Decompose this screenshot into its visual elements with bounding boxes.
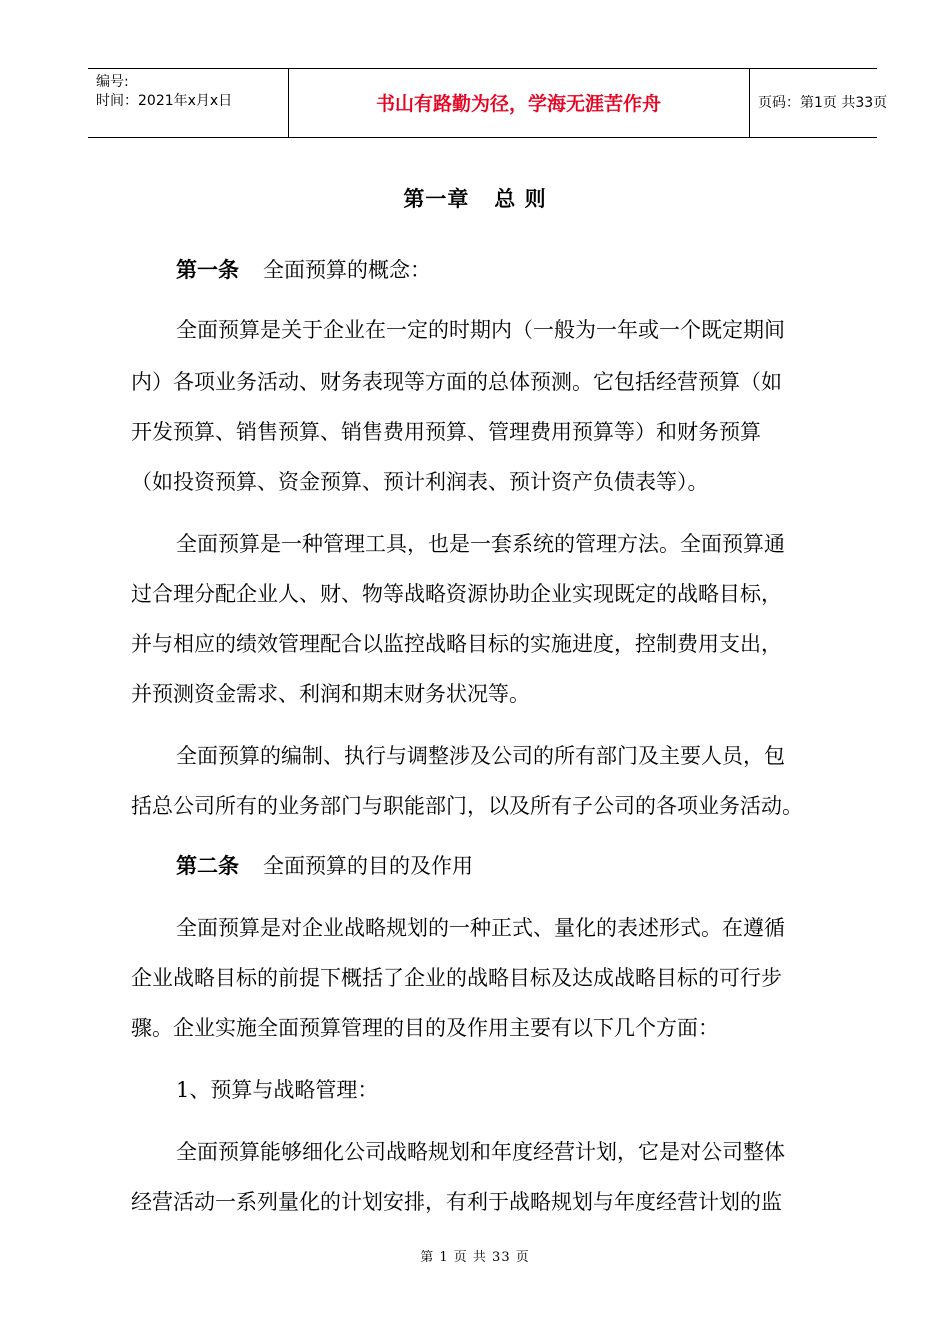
paragraph-line: 过合理分配企业人、财、物等战略资源协助企业实现既定的战略目标， <box>131 582 782 606</box>
article-title: 全面预算的概念： <box>263 258 431 282</box>
document-header <box>88 68 888 138</box>
page-footer: 第 1 页 共 33 页 <box>420 1250 530 1265</box>
header-motto-cell <box>288 69 750 137</box>
article-number: 第二条 <box>176 854 239 878</box>
motto: 书山有路勤为径，学海无涯苦作舟 <box>375 93 661 115</box>
paragraph-line: 骤。企业实施全面预算管理的目的及作用主要有以下几个方面： <box>131 1016 719 1040</box>
serial-label: 编号: <box>96 74 129 90</box>
article-heading <box>176 851 473 881</box>
article-number: 第一条 <box>176 258 239 282</box>
article-title: 全面预算的目的及作用 <box>263 854 473 878</box>
paragraph-line: 经营活动一系列量化的计划安排，有利于战略规划与年度经营计划的监 <box>131 1190 782 1214</box>
page-code: 页码：第1页 共33页 <box>758 95 888 111</box>
paragraph-line: 全面预算是关于企业在一定的时期内（一般为一年或一个既定期间 <box>176 318 785 342</box>
paragraph-line: 全面预算是对企业战略规划的一种正式、量化的表述形式。在遵循 <box>176 916 785 940</box>
list-item: 1、预算与战略管理： <box>176 1078 379 1102</box>
article-heading <box>176 255 431 285</box>
paragraph-line: 全面预算是一种管理工具，也是一套系统的管理方法。全面预算通 <box>176 532 785 556</box>
chapter-title: 第一章 总 则 <box>403 187 547 211</box>
paragraph-line: 全面预算的编制、执行与调整涉及公司的所有部门及主要人员，包 <box>176 744 785 768</box>
paragraph-line: 并与相应的绩效管理配合以监控战略目标的实施进度，控制费用支出， <box>131 632 782 656</box>
time-label: 时间：2021年x月x日 <box>96 93 233 109</box>
paragraph-line: 括总公司所有的业务部门与职能部门，以及所有子公司的各项业务活动。 <box>131 794 803 818</box>
paragraph-line: 开发预算、销售预算、销售费用预算、管理费用预算等）和财务预算 <box>131 420 761 444</box>
header-page-cell <box>750 69 888 137</box>
header-info-cell <box>88 69 289 137</box>
paragraph-line: 全面预算能够细化公司战略规划和年度经营计划，它是对公司整体 <box>176 1140 785 1164</box>
paragraph-line: 内）各项业务活动、财务表现等方面的总体预测。它包括经营预算（如 <box>131 370 782 394</box>
paragraph-line: （如投资预算、资金预算、预计利润表、预计资产负债表等）。 <box>131 470 709 494</box>
paragraph-line: 企业战略目标的前提下概括了企业的战略目标及达成战略目标的可行步 <box>131 966 782 990</box>
paragraph-line: 并预测资金需求、利润和期末财务状况等。 <box>131 682 530 706</box>
